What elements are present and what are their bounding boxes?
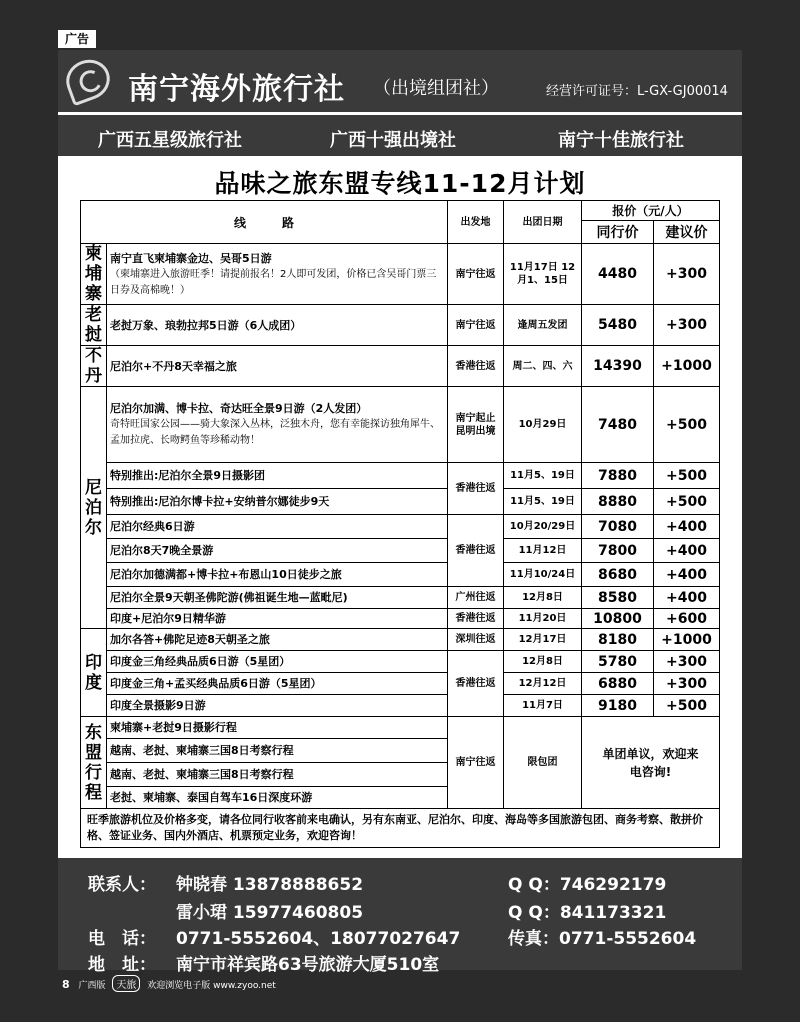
footer-website: 欢迎浏览电子版 www.zyoo.net: [147, 981, 276, 991]
date-cell: 限包团: [504, 717, 582, 809]
route-cell: 尼泊尔经典6日游: [107, 515, 448, 539]
peer-price-cell: 7080: [582, 515, 654, 539]
table-row: [81, 515, 720, 539]
departure-cell: 南宁起止 昆明出境: [448, 387, 504, 463]
departure-cell: 香港往返: [448, 651, 504, 717]
advertisement-panel: [58, 50, 742, 970]
brand-name: 南宁海外旅行社: [128, 72, 345, 107]
region-laos: 老挝: [81, 305, 107, 346]
date-cell: 12月12日: [504, 673, 582, 695]
address-label: 地 址：: [88, 955, 156, 975]
suggest-price-cell: +300: [654, 651, 720, 673]
date-cell: 10月20/29日: [504, 515, 582, 539]
suggest-price-cell: +500: [654, 695, 720, 717]
region-bhutan: 不丹: [81, 346, 107, 387]
suggest-price-cell: +500: [654, 489, 720, 515]
peer-price-cell: 14390: [582, 346, 654, 387]
departure-header: 出发地: [448, 201, 504, 244]
peer-price-header: 同行价: [582, 221, 654, 244]
peer-price-cell: 5780: [582, 651, 654, 673]
tour-table: [80, 200, 720, 848]
table-row: [81, 539, 720, 563]
contact-person-1: 钟晓春 13878888652: [176, 875, 364, 895]
suggest-price-cell: +500: [654, 463, 720, 489]
departure-cell: 香港往返: [448, 346, 504, 387]
departure-cell: 南宁往返: [448, 244, 504, 305]
peer-price-cell: 7480: [582, 387, 654, 463]
route-cell: 加尔各答+佛陀足迹8天朝圣之旅: [107, 629, 448, 651]
schedule-title: 品味之旅东盟专线11-12月计划: [214, 169, 586, 198]
departure-cell: 香港往返: [448, 463, 504, 515]
route-cell: 越南、老挝、柬埔寨三国8日考察行程: [107, 763, 448, 787]
table-row: [81, 717, 720, 739]
suggest-price-cell: +400: [654, 515, 720, 539]
slogan-1: 广西五星级旅行社: [98, 130, 242, 151]
route-cell: 印度+尼泊尔9日精华游: [107, 609, 448, 629]
date-header: 出团日期: [504, 201, 582, 244]
region-asean: 东盟行程: [81, 717, 107, 809]
date-cell: 11月20日: [504, 609, 582, 629]
notice-row: [81, 809, 720, 848]
route-cell: 老挝、柬埔寨、泰国自驾车16日深度环游: [107, 787, 448, 809]
table-row: [81, 346, 720, 387]
route-cell: 印度全景摄影9日游: [107, 695, 448, 717]
table-header-row: [81, 201, 720, 221]
license-number: 经营许可证号：L-GX-GJ00014: [546, 84, 728, 99]
route-cell: 印度金三角经典品质6日游（5星团）: [107, 651, 448, 673]
route-cell: 老挝万象、琅勃拉邦5日游（6人成团）: [107, 305, 448, 346]
departure-cell: 深圳往返: [448, 629, 504, 651]
peer-price-cell: 8880: [582, 489, 654, 515]
fax-number: 传真：0771-5552604: [508, 929, 697, 949]
route-cell: 特别推出:尼泊尔全景9日摄影团: [107, 463, 448, 489]
date-cell: 11月17日 12月1、15日: [504, 244, 582, 305]
peer-price-cell: 8580: [582, 587, 654, 609]
peer-price-cell: 4480: [582, 244, 654, 305]
peer-price-cell: 7880: [582, 463, 654, 489]
date-cell: 11月12日: [504, 539, 582, 563]
company-logo-icon: [60, 54, 115, 107]
date-cell: 12月8日: [504, 587, 582, 609]
page-footer: [62, 975, 276, 992]
negotiated-price-cell: 单团单议，欢迎来电咨询!: [582, 717, 720, 809]
ad-tag: 广告: [58, 30, 96, 48]
route-cell: 尼泊尔加满、博卡拉、奇达旺全景9日游（2人发团） 奇特旺国家公园——骑大象深入丛林，泛独木舟，您有幸能探访独角犀牛、孟加拉虎、长吻鳄鱼等珍稀动物！: [107, 387, 448, 463]
region-india: 印度: [81, 629, 107, 717]
table-row: [81, 629, 720, 651]
qq-2: Q Q：841173321: [508, 903, 667, 923]
peer-price-cell: 8680: [582, 563, 654, 587]
suggest-price-cell: +400: [654, 587, 720, 609]
route-cell: 南宁直飞柬埔寨金边、吴哥5日游 （柬埔寨进入旅游旺季！请提前报名！2人即可发团，价格已含吴哥门票三日券及高棉晚！）: [107, 244, 448, 305]
suggest-price-cell: +300: [654, 305, 720, 346]
table-row: [81, 609, 720, 629]
date-cell: 11月5、19日: [504, 463, 582, 489]
table-row: [81, 489, 720, 515]
publication-logo-icon: 天旅: [112, 975, 140, 992]
notice-text: 旺季旅游机位及价格多变，请各位同行收客前来电确认，另有东南亚、尼泊尔、印度、海岛等多国旅游包团、商务考察、散拼价格、签证业务、国内外酒店、机票预定业务，欢迎咨询！: [81, 809, 720, 848]
schedule-area: [58, 156, 742, 858]
region-nepal: 尼泊尔: [81, 387, 107, 629]
date-cell: 11月7日: [504, 695, 582, 717]
slogan-bar: [58, 120, 742, 156]
suggest-price-cell: +300: [654, 673, 720, 695]
region-cambodia: 柬埔寨: [81, 244, 107, 305]
date-cell: 11月5、19日: [504, 489, 582, 515]
date-cell: 周二、四、六: [504, 346, 582, 387]
table-row: [81, 695, 720, 717]
table-row: [81, 587, 720, 609]
route-cell: 尼泊尔+不丹8天幸福之旅: [107, 346, 448, 387]
peer-price-cell: 5480: [582, 305, 654, 346]
suggest-price-cell: +600: [654, 609, 720, 629]
date-cell: 12月17日: [504, 629, 582, 651]
route-cell: 特别推出:尼泊尔博卡拉+安纳普尔娜徒步9天: [107, 489, 448, 515]
table-row: [81, 651, 720, 673]
date-cell: 12月8日: [504, 651, 582, 673]
suggest-price-cell: +500: [654, 387, 720, 463]
route-header: 线 路: [81, 201, 448, 244]
departure-cell: 香港往返: [448, 609, 504, 629]
departure-cell: 南宁往返: [448, 717, 504, 809]
price-header: 报价（元/人）: [582, 201, 720, 221]
table-row: [81, 305, 720, 346]
date-cell: 11月10/24日: [504, 563, 582, 587]
peer-price-cell: 8180: [582, 629, 654, 651]
suggest-price-cell: +1000: [654, 346, 720, 387]
contact-person-2: 雷小珺 15977460805: [176, 903, 364, 923]
phone-number: 0771-5552604、18077027647: [176, 929, 461, 949]
route-cell: 尼泊尔全景9天朝圣佛陀游(佛祖诞生地—蓝毗尼): [107, 587, 448, 609]
suggest-price-cell: +1000: [654, 629, 720, 651]
edition-label: 广西版: [78, 981, 106, 991]
departure-cell: 广州往返: [448, 587, 504, 609]
header-divider: [58, 112, 742, 115]
suggest-price-cell: +300: [654, 244, 720, 305]
peer-price-cell: 6880: [582, 673, 654, 695]
table-row: [81, 244, 720, 305]
header: [58, 50, 742, 110]
table-row: [81, 387, 720, 463]
suggest-price-header: 建议价: [654, 221, 720, 244]
phone-label: 电 话：: [88, 929, 156, 949]
peer-price-cell: 9180: [582, 695, 654, 717]
contact-label: 联系人：: [88, 875, 156, 895]
route-cell: 尼泊尔8天7晚全景游: [107, 539, 448, 563]
page-number: 8: [62, 978, 70, 991]
address-text: 南宁市祥宾路63号旅游大厦510室: [176, 955, 440, 975]
slogan-3: 南宁十佳旅行社: [558, 130, 684, 151]
table-row: [81, 463, 720, 489]
departure-cell: 香港往返: [448, 515, 504, 587]
table-row: [81, 673, 720, 695]
table-row: [81, 563, 720, 587]
peer-price-cell: 10800: [582, 609, 654, 629]
brand-subtitle: （出境组团社）: [373, 78, 499, 99]
route-cell: 印度金三角+孟买经典品质6日游（5星团）: [107, 673, 448, 695]
suggest-price-cell: +400: [654, 563, 720, 587]
qq-1: Q Q：746292179: [508, 875, 667, 895]
peer-price-cell: 7800: [582, 539, 654, 563]
departure-cell: 南宁往返: [448, 305, 504, 346]
date-cell: 逢周五发团: [504, 305, 582, 346]
suggest-price-cell: +400: [654, 539, 720, 563]
date-cell: 10月29日: [504, 387, 582, 463]
route-cell: 尼泊尔加德满都+博卡拉+布恩山10日徒步之旅: [107, 563, 448, 587]
route-cell: 柬埔寨+老挝9日摄影行程: [107, 717, 448, 739]
slogan-2: 广西十强出境社: [330, 130, 456, 151]
route-cell: 越南、老挝、柬埔寨三国8日考察行程: [107, 739, 448, 763]
